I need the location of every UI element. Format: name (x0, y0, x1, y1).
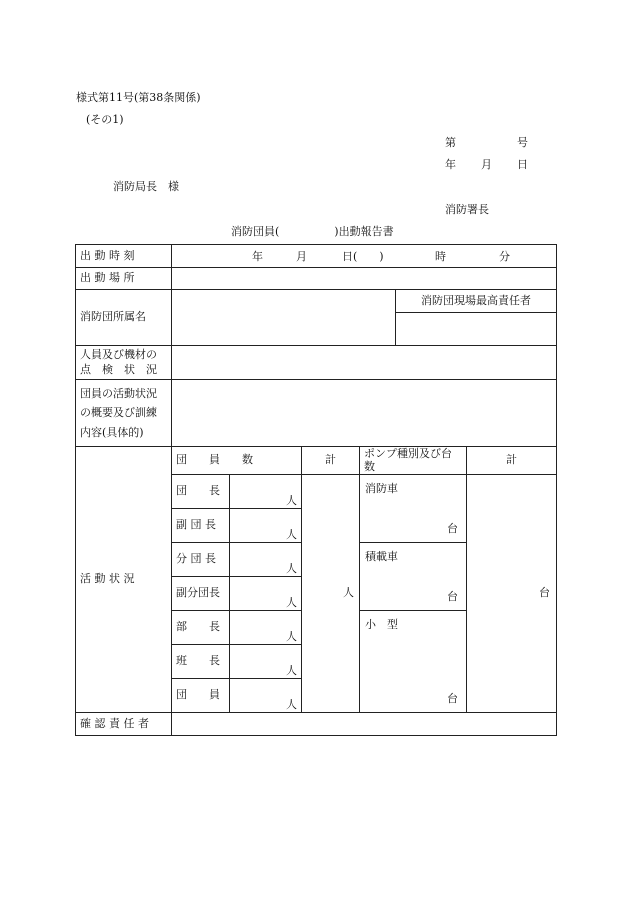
chief-label: 消防団現場最高責任者 (396, 290, 557, 313)
dispatch-place-value[interactable] (172, 268, 557, 290)
summary-label-line-1: 団員の活動状況 (80, 387, 157, 401)
pump-type-label: 積載車 (365, 550, 398, 563)
row-label-affiliation: 消防団所属名 (76, 290, 172, 346)
dispatch-time-value[interactable] (172, 245, 557, 268)
sender: 消防署長 (445, 203, 489, 216)
role-label: 分 団 長 (172, 543, 230, 577)
document-title: 消防団員( )出動報告書 (231, 225, 394, 238)
date-year: 年 (445, 158, 456, 171)
form-subnumber: (その1) (86, 113, 124, 126)
form-number: 様式第11号(第38条関係) (76, 91, 201, 104)
time-day-unit: 日( ) (342, 250, 384, 263)
header-member-count: 団 員 数 (172, 447, 302, 475)
report-table (75, 244, 557, 736)
time-year-unit: 年 (252, 250, 263, 263)
member-total-value[interactable]: 人 (302, 475, 360, 713)
role-count[interactable]: 人 (230, 475, 302, 509)
role-count[interactable]: 人 (230, 543, 302, 577)
activity-summary-value[interactable] (172, 380, 557, 447)
addressee: 消防局長 様 (113, 180, 179, 193)
date-month: 月 (481, 158, 492, 171)
row-label-dispatch-place: 出 動 場 所 (76, 268, 172, 290)
doc-number-suffix: 号 (517, 136, 528, 149)
pump-type-cell[interactable] (360, 611, 467, 713)
summary-label-line-3: 内容(具体的) (80, 425, 144, 439)
pump-type-cell[interactable] (360, 475, 467, 543)
role-count[interactable]: 人 (230, 509, 302, 543)
time-hour-unit: 時 (435, 250, 446, 263)
pump-type-cell[interactable] (360, 543, 467, 611)
affiliation-value[interactable] (172, 290, 396, 346)
role-label: 団 長 (172, 475, 230, 509)
pump-total-value[interactable]: 台 (467, 475, 557, 713)
confirmer-value[interactable] (172, 713, 557, 736)
inspection-value[interactable] (172, 346, 557, 380)
role-count[interactable]: 人 (230, 577, 302, 611)
role-count[interactable]: 人 (230, 645, 302, 679)
row-label-activity-summary (76, 380, 172, 447)
role-label: 団 員 (172, 679, 230, 713)
role-count[interactable]: 人 (230, 611, 302, 645)
chief-value[interactable] (396, 313, 557, 346)
role-label: 部 長 (172, 611, 230, 645)
header-pump-total: 計 (467, 447, 557, 475)
pump-type-label: 小 型 (365, 618, 398, 631)
header-pump-types: ポンプ種別及び台数 (360, 447, 467, 475)
role-label: 班 長 (172, 645, 230, 679)
time-minute-unit: 分 (499, 250, 510, 263)
time-month-unit: 月 (296, 250, 307, 263)
header-member-total: 計 (302, 447, 360, 475)
inspection-label-line-2: 点 検 状 況 (80, 362, 157, 376)
pump-type-unit: 台 (447, 521, 458, 535)
row-label-dispatch-time: 出 動 時 刻 (76, 245, 172, 268)
summary-label-line-2: の概要及び訓練 (80, 406, 157, 420)
pump-type-label: 消防車 (365, 482, 398, 495)
row-label-activity-status: 活 動 状 況 (76, 447, 172, 713)
doc-number-prefix: 第 (445, 136, 456, 149)
role-count[interactable]: 人 (230, 679, 302, 713)
date-day: 日 (517, 158, 528, 171)
role-label: 副 団 長 (172, 509, 230, 543)
role-label: 副分団長 (172, 577, 230, 611)
row-label-inspection (76, 346, 172, 380)
pump-type-unit: 台 (447, 589, 458, 603)
inspection-label-line-1: 人員及び機材の (80, 348, 157, 362)
pump-type-unit: 台 (447, 691, 458, 705)
row-label-confirmer: 確 認 責 任 者 (76, 713, 172, 736)
